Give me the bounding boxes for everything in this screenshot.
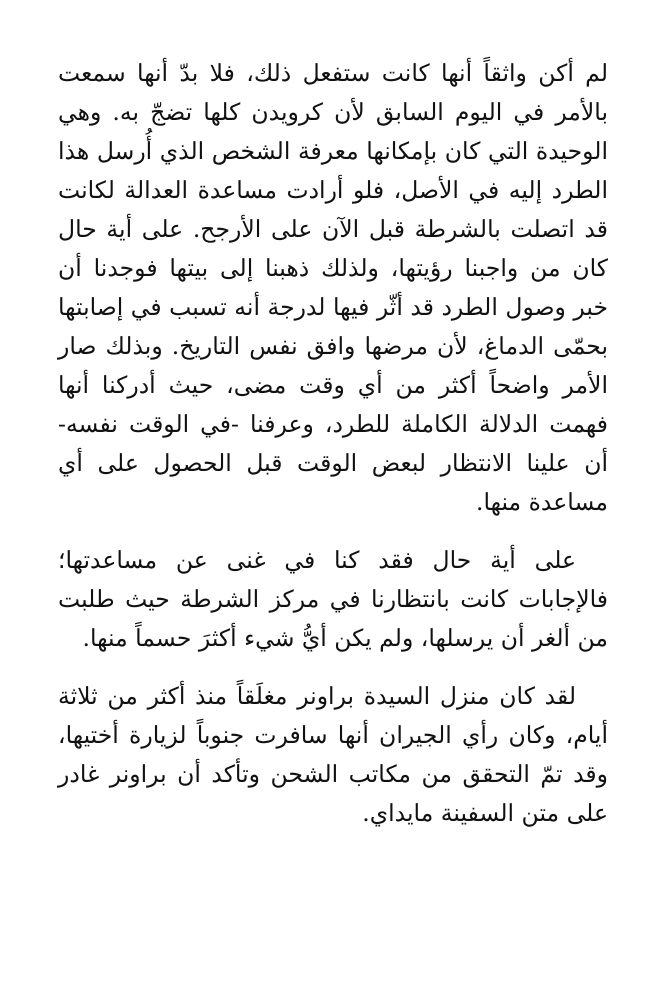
paragraph-3: لقد كان منزل السيدة براونر مغلَقاً منذ أكثر من ثلاثة أيام، وكان رأي الجيران أنها سافرت جنوباً لزيارة أختيها، وقد تمّ التحقق من مكاتب الشحن وتأكد أن براونر غادر على متن السفينة مايداي. <box>58 682 608 827</box>
paragraph-1: لم أكن واثقاً أنها كانت ستفعل ذلك، فلا بدّ أنها سمعت بالأمر في اليوم السابق لأن كرويدن كلها تضجّ به. وهي الوحيدة التي كان بإمكانها معرفة الشخص الذي أُرسل هذا الطرد إليه في الأصل، فلو أرادت مساعدة العدالة لكانت قد اتصلت بالشرطة قبل الآن على الأرجح. على أية حال كان من واجبنا رؤيتها، ولذلك ذهبنا إلى بيتها فوجدنا أن خبر وصول الطرد قد أثّر فيها لدرجة أنه تسبب في إصابتها بحمّى الدماغ، لأن مرضها وافق نفس التاريخ. وبذلك صار الأمر واضحاً أكثر من أي وقت مضى، حيث أدركنا أنها فهمت الدلالة الكاملة للطرد، وعرفنا -في الوقت نفسه- أن علينا الانتظار لبعض الوقت قبل الحصول على أي مساعدة منها. <box>58 59 608 516</box>
book-page <box>58 40 608 833</box>
paragraph-2: على أية حال فقد كنا في غنى عن مساعدتها؛ فالإجابات كانت بانتظارنا في مركز الشرطة حيث طلبت من ألغر أن يرسلها، ولم يكن أيُّ شيء أكثرَ حسماً منها. <box>58 546 608 652</box>
